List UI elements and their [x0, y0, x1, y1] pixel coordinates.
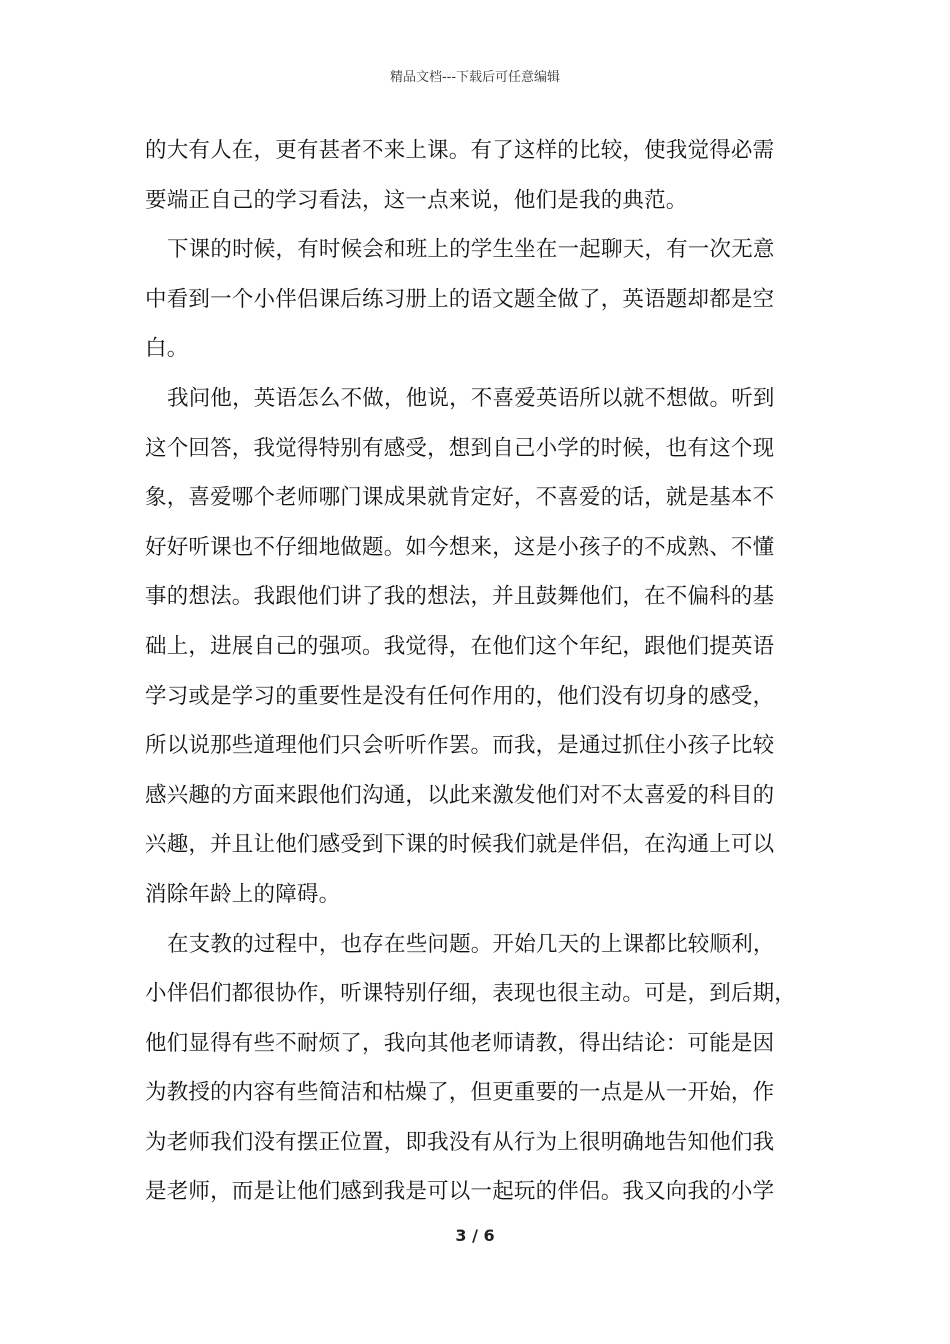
paragraph-start-line: 在支教的过程中，也存在些问题。开始几天的上课都比较顺利，: [167, 931, 775, 957]
text-line: 础上，进展自己的强项。我觉得，在他们这个年纪，跟他们提英语: [145, 633, 775, 659]
text-line: 消除年龄上的障碍。: [145, 881, 341, 907]
text-line: 这个回答，我觉得特别有感受，想到自己小学的时候，也有这个现: [145, 435, 775, 461]
text-line: 中看到一个小伴侣课后练习册上的语文题全做了，英语题却都是空: [145, 286, 775, 312]
text-line: 学习或是学习的重要性是没有任何作用的，他们没有切身的感受，: [145, 683, 775, 709]
page-number: 3 / 6: [455, 1226, 495, 1245]
text-line: 的大有人在，更有甚者不来上课。有了这样的比较，使我觉得必需: [145, 138, 775, 163]
text-line: 为教授的内容有些简洁和枯燥了，但更重要的一点是从一开始，作: [145, 1080, 775, 1106]
text-line: 好好听课也不仔细地做题。如今想来，这是小孩子的不成熟、不懂: [145, 534, 775, 560]
text-line: 要端正自己的学习看法，这一点来说，他们是我的典范。: [145, 187, 688, 213]
text-line: 象，喜爱哪个老师哪门课成果就肯定好，不喜爱的话，就是基本不: [145, 485, 775, 511]
text-line: 小伴侣们都很协作，听课特别仔细，表现也很主动。可是，到后期，: [145, 981, 797, 1007]
text-line: 所以说那些道理他们只会听听作罢。而我，是通过抓住小孩子比较: [145, 733, 775, 759]
text-line: 事的想法。我跟他们讲了我的想法，并且鼓舞他们，在不偏科的基: [145, 584, 775, 610]
text-line: 是老师，而是让他们感到我是可以一起玩的伴侣。我又向我的小学: [145, 1179, 775, 1205]
page-header: 精品文档---下载后可任意编辑: [389, 70, 561, 85]
text-line: 为老师我们没有摆正位置，即我没有从行为上很明确地告知他们我: [145, 1129, 775, 1155]
text-line: 感兴趣的方面来跟他们沟通，以此来激发他们对不太喜爱的科目的: [145, 782, 775, 808]
text-line: 白。: [145, 336, 189, 362]
paragraph-start-line: 下课的时候，有时候会和班上的学生坐在一起聊天，有一次无意: [167, 237, 775, 263]
text-line: 兴趣，并且让他们感受到下课的时候我们就是伴侣，在沟通上可以: [145, 832, 775, 858]
document-body: [145, 126, 820, 1217]
paragraph-start-line: 我问他，英语怎么不做，他说，不喜爱英语所以就不想做。听到: [167, 385, 775, 411]
text-line: 他们显得有些不耐烦了，我向其他老师请教，得出结论：可能是因: [145, 1030, 775, 1056]
